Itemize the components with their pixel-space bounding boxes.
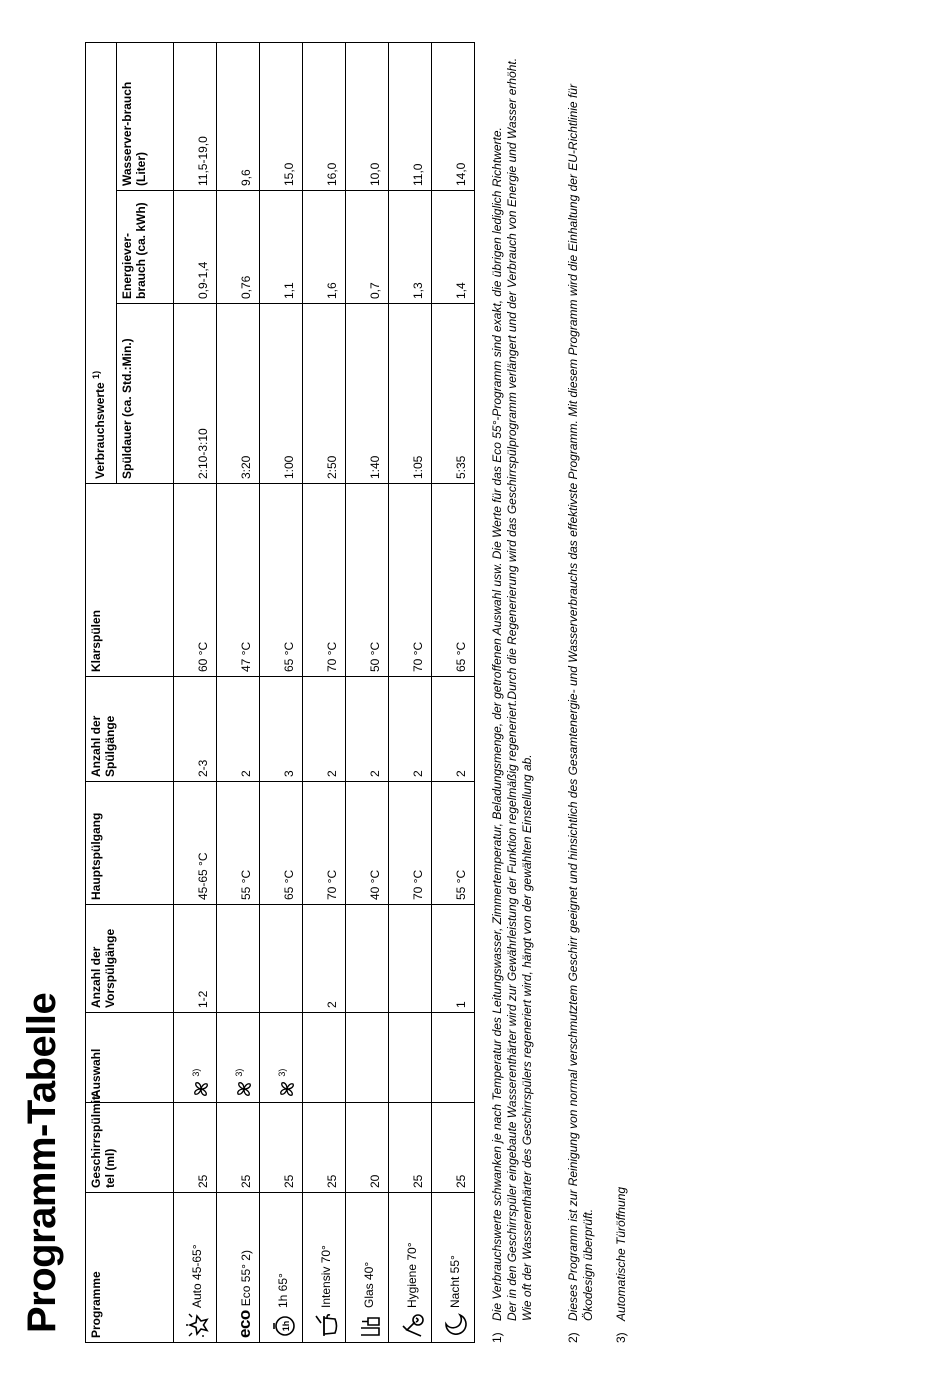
footnote-1 (490, 43, 535, 1343)
spuel-cell: 2 (346, 677, 389, 782)
program-label: 1h 65° (276, 1273, 291, 1308)
glass-icon (358, 1312, 382, 1338)
ml-cell: 25 (303, 1103, 346, 1193)
program-cell (260, 1193, 303, 1343)
klar-cell: 70 °C (303, 484, 346, 677)
program-label: Nacht 55° (448, 1255, 463, 1308)
wasser-cell: 15,0 (260, 42, 303, 190)
program-cell (217, 1193, 260, 1343)
haupt-cell: 45-65 °C (174, 782, 217, 905)
table-row (346, 42, 389, 1342)
klar-cell: 70 °C (389, 484, 432, 677)
vorspuel-cell (217, 905, 260, 1013)
pot-icon (315, 1312, 339, 1338)
table-row (260, 42, 303, 1342)
klar-cell: 50 °C (346, 484, 389, 677)
hygiene-icon (401, 1312, 425, 1338)
spuel-cell: 2 (217, 677, 260, 782)
haupt-cell: 65 °C (260, 782, 303, 905)
moon-icon (444, 1312, 468, 1338)
dauer-cell: 2:10-3:10 (174, 304, 217, 484)
auswahl-cell (389, 1013, 432, 1103)
haupt-cell: 55 °C (217, 782, 260, 905)
auswahl-cell (346, 1013, 389, 1103)
spuel-cell: 2-3 (174, 677, 217, 782)
program-cell (303, 1193, 346, 1343)
footnote-text: Dieses Programm ist zur Reinigung von normal verschmutztem Geschirr geeignet und hinsichtlich des Gesamtenergie- und Wasserverbrauchs das effektivste Programm. Mit diesem Programm wird die Einhaltung der EU-Richtlinie für Ökodesign überprüft. (566, 84, 595, 1321)
vorspuel-cell: 2 (303, 905, 346, 1013)
dauer-cell: 1:00 (260, 304, 303, 484)
program-cell (346, 1193, 389, 1343)
page-title: Programm-Tabelle (20, 992, 64, 1333)
klar-cell: 65 °C (432, 484, 475, 677)
footnote-text: Die Verbrauchswerte schwanken je nach Temperatur des Leitungswasser, Zimmertemperatur, Beladungsmenge, der getroffenen Auswahl usw. Die Werte für das Eco 55°-Programm sind exakt, die übrigen lediglich Richtwerte. (490, 127, 504, 1321)
energie-cell: 1,4 (432, 191, 475, 304)
auswahl-cell (174, 1013, 217, 1103)
auswahl-ref: 3) (277, 1068, 288, 1077)
vorspuel-cell (346, 905, 389, 1013)
header-energie: Energiever-brauch (ca. kWh) (117, 191, 174, 304)
auto-sparkle-icon (186, 1312, 210, 1338)
klar-cell: 47 °C (217, 484, 260, 677)
ml-cell: 20 (346, 1103, 389, 1193)
footnote-text: Automatische Türöffnung (614, 1186, 628, 1321)
header-klarspuelen: Klarspülen (86, 484, 174, 677)
header-vorspuelgaenge: Anzahl der Vorspülgänge (86, 905, 174, 1013)
program-label: Eco 55° 2) (239, 1250, 253, 1307)
program-table (85, 42, 475, 1343)
program-label: Glas 40° (362, 1261, 377, 1308)
auswahl-ref: 3) (191, 1068, 202, 1077)
table-row (432, 42, 475, 1342)
haupt-cell: 70 °C (303, 782, 346, 905)
ml-cell: 25 (217, 1103, 260, 1193)
spuel-cell: 2 (432, 677, 475, 782)
energie-cell: 0,7 (346, 191, 389, 304)
wasser-cell: 10,0 (346, 42, 389, 190)
table-row (389, 42, 432, 1342)
vorspuel-cell: 1 (432, 905, 475, 1013)
energie-cell: 0,76 (217, 191, 260, 304)
auswahl-cell (260, 1013, 303, 1103)
footnote-number: 3) (614, 1332, 628, 1343)
footnote-number: 2) (566, 1332, 580, 1343)
program-label: Hygiene 70° (405, 1242, 420, 1308)
auswahl-cell (432, 1013, 475, 1103)
fan-icon (235, 1080, 253, 1098)
ml-cell: 25 (432, 1103, 475, 1193)
table-row (303, 42, 346, 1342)
footnote-3 (614, 43, 629, 1343)
vorspuel-cell (260, 905, 303, 1013)
eco-icon: eco (235, 1310, 254, 1338)
energie-cell: 0,9-1,4 (174, 191, 217, 304)
program-cell (432, 1193, 475, 1343)
dauer-cell: 1:40 (346, 304, 389, 484)
footnote-2 (566, 43, 596, 1343)
energie-cell: 1,6 (303, 191, 346, 304)
table-row (174, 42, 217, 1342)
clock-1h-icon (272, 1312, 296, 1338)
table-row (217, 42, 260, 1342)
wasser-cell: 11,5-19,0 (174, 42, 217, 190)
header-verbrauchswerte (86, 42, 117, 483)
fan-icon (278, 1080, 296, 1098)
klar-cell: 65 °C (260, 484, 303, 677)
header-spueldauer: Spüldauer (ca. Std.:Min.) (117, 304, 174, 484)
fan-icon (192, 1080, 210, 1098)
wasser-cell: 14,0 (432, 42, 475, 190)
energie-cell: 1,1 (260, 191, 303, 304)
program-label: Auto 45-65° (190, 1244, 205, 1308)
header-hauptspuelgang: Hauptspülgang (86, 782, 174, 905)
auswahl-cell (303, 1013, 346, 1103)
dauer-cell: 2:50 (303, 304, 346, 484)
footnote-text-2: Der in den Geschirrspüler eingebaute Wasserenthärter wird zur Gewährleistung der Funktion regelmäßig regeneriert.Durch die Regenerierung wird das Geschirrspülprogramm verlängert und der Verbrauch von Energie und Wasser erhöht. Wie oft der Wasserenthärter des Geschirrspülers regeneriert wird, hängt von der gewählten Einstellung ab. (505, 57, 534, 1321)
dauer-cell: 1:05 (389, 304, 432, 484)
program-label: Intensiv 70° (319, 1245, 334, 1308)
haupt-cell: 70 °C (389, 782, 432, 905)
haupt-cell: 55 °C (432, 782, 475, 905)
spuel-cell: 3 (260, 677, 303, 782)
energie-cell: 1,3 (389, 191, 432, 304)
header-wasser: Wasserver-brauch (Liter) (117, 42, 174, 190)
dauer-cell: 5:35 (432, 304, 475, 484)
spuel-cell: 2 (389, 677, 432, 782)
footnote-number: 1) (490, 1332, 504, 1343)
header-verbrauchswerte-label: Verbrauchswerte (93, 382, 107, 479)
header-programme: Programme (86, 1193, 174, 1343)
ml-cell: 25 (389, 1103, 432, 1193)
wasser-cell: 11,0 (389, 42, 432, 190)
header-geschirrspuelmittel: Geschirrspülmit-tel (ml) (86, 1103, 174, 1193)
header-auswahl: Auswahl (86, 1013, 174, 1103)
haupt-cell: 40 °C (346, 782, 389, 905)
header-spuelgaenge: Anzahl der Spülgänge (86, 677, 174, 782)
ml-cell: 25 (260, 1103, 303, 1193)
program-cell (389, 1193, 432, 1343)
vorspuel-cell: 1-2 (174, 905, 217, 1013)
wasser-cell: 16,0 (303, 42, 346, 190)
ml-cell: 25 (174, 1103, 217, 1193)
spuel-cell: 2 (303, 677, 346, 782)
header-verbrauchswerte-ref: 1) (91, 370, 101, 379)
program-cell (174, 1193, 217, 1343)
klar-cell: 60 °C (174, 484, 217, 677)
auswahl-cell (217, 1013, 260, 1103)
svg-text:1h: 1h (281, 1320, 291, 1332)
wasser-cell: 9,6 (217, 42, 260, 190)
vorspuel-cell (389, 905, 432, 1013)
dauer-cell: 3:20 (217, 304, 260, 484)
auswahl-ref: 3) (234, 1068, 245, 1077)
